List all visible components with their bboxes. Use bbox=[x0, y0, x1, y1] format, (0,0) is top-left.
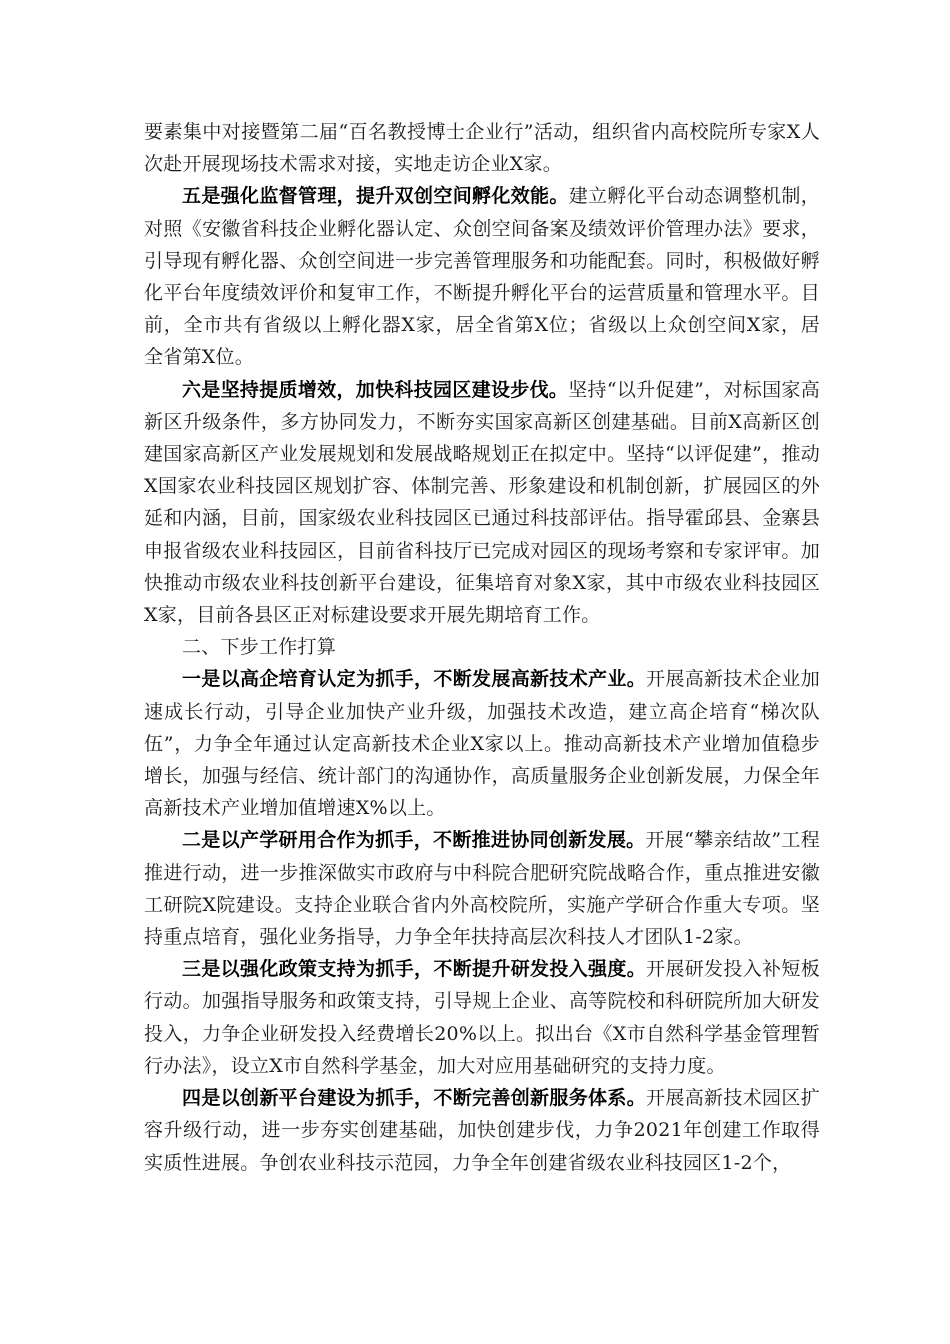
section-heading-next-steps bbox=[144, 631, 820, 663]
paragraph-industry-research bbox=[144, 824, 820, 953]
paragraph-lead: 五是强化监督管理，提升双创空间孵化效能。 bbox=[182, 185, 569, 208]
paragraph-supervision bbox=[144, 180, 820, 373]
paragraph-innovation-platforms bbox=[144, 1082, 820, 1179]
paragraph-text: 开展研发投入补短板行动。加强指导服务和政策支持，引导规上企业、高等院校和科研院所加大研发投入，力争企业研发投入经费增长20%以上。拟出台《X市自然科学基金管理暂行办法》，设立X市自然科学基金，加大对应用基础研究的支持力度。 bbox=[144, 958, 820, 1077]
paragraph-tech-parks bbox=[144, 374, 820, 632]
paragraph-text: 坚持“以升促建”，对标国家高新区升级条件，多方协同发力，不断夯实国家高新区创建基础。目前X高新区创建国家高新区产业发展规划和发展战略规划正在拟定中。坚持“以评促建”，推动X国家农业科技园区规划扩容、体制完善、形象建设和机制创新，扩展园区的外延和内涵，目前，国家级农业科技园区已通过科技部评估。指导霍邱县、金寨县申报省级农业科技园区，目前省科技厅已完成对园区的现场考察和专家评审。加快推动市级农业科技创新平台建设，征集培育对象X家，其中市级农业科技园区X家，目前各县区正对标建设要求开展先期培育工作。 bbox=[144, 378, 820, 627]
paragraph-text: 建立孵化平台动态调整机制，对照《安徽省科技企业孵化器认定、众创空间备案及绩效评价管理办法》要求，引导现有孵化器、众创空间进一步完善管理服务和功能配套。同时，积极做好孵化平台年度绩效评价和复审工作，不断提升孵化平台的运营质量和管理水平。目前，全市共有省级以上孵化器X家，居全省第X位；省级以上众创空间X家，居全省第X位。 bbox=[144, 185, 820, 369]
paragraph-lead: 六是坚持提质增效，加快科技园区建设步伐。 bbox=[182, 378, 569, 401]
paragraph-text: 开展高新技术企业加速成长行动，引导企业加快产业升级，加强技术改造，建立高企培育“梯次队伍”，力争全年通过认定高新技术企业X家以上。推动高新技术产业增加值稳步增长，加强与经信、统计部门的沟通协作，高质量服务企业创新发展，力保全年高新技术产业增加值增速X%以上。 bbox=[144, 668, 820, 820]
paragraph-lead: 一是以高企培育认定为抓手，不断发展高新技术产业。 bbox=[182, 668, 647, 691]
document-body bbox=[144, 116, 820, 1179]
paragraph-rd-investment bbox=[144, 953, 820, 1082]
paragraph-high-tech-enterprises bbox=[144, 663, 820, 824]
paragraph-lead: 四是以创新平台建设为抓手，不断完善创新服务体系。 bbox=[182, 1087, 647, 1110]
paragraph-lead: 三是以强化政策支持为抓手，不断提升研发投入强度。 bbox=[182, 958, 647, 981]
section-heading-text: 二、下步工作打算 bbox=[182, 636, 337, 659]
paragraph-lead: 二是以产学研用合作为抓手，不断推进协同创新发展。 bbox=[182, 829, 646, 852]
paragraph-text: 开展高新技术园区扩容升级行动，进一步夯实创建基础，加快创建步伐，力争2021年创建工作取得实质性进展。争创农业科技示范园，力争全年创建省级农业科技园区1-2个， bbox=[144, 1087, 820, 1174]
paragraph-continuation bbox=[144, 116, 820, 180]
paragraph-text: 开展“攀亲结故”工程推进行动，进一步推深做实市政府与中科院合肥研究院战略合作，重点推进安徽工研院X院建设。支持企业联合省内外高校院所，实施产学研合作重大专项。坚持重点培育，强化业务指导，力争全年扶持高层次科技人才团队1-2家。 bbox=[144, 829, 820, 949]
paragraph-text: 要素集中对接暨第二届“百名教授博士企业行”活动，组织省内高校院所专家X人次赴开展现场技术需求对接，实地走访企业X家。 bbox=[144, 121, 820, 176]
